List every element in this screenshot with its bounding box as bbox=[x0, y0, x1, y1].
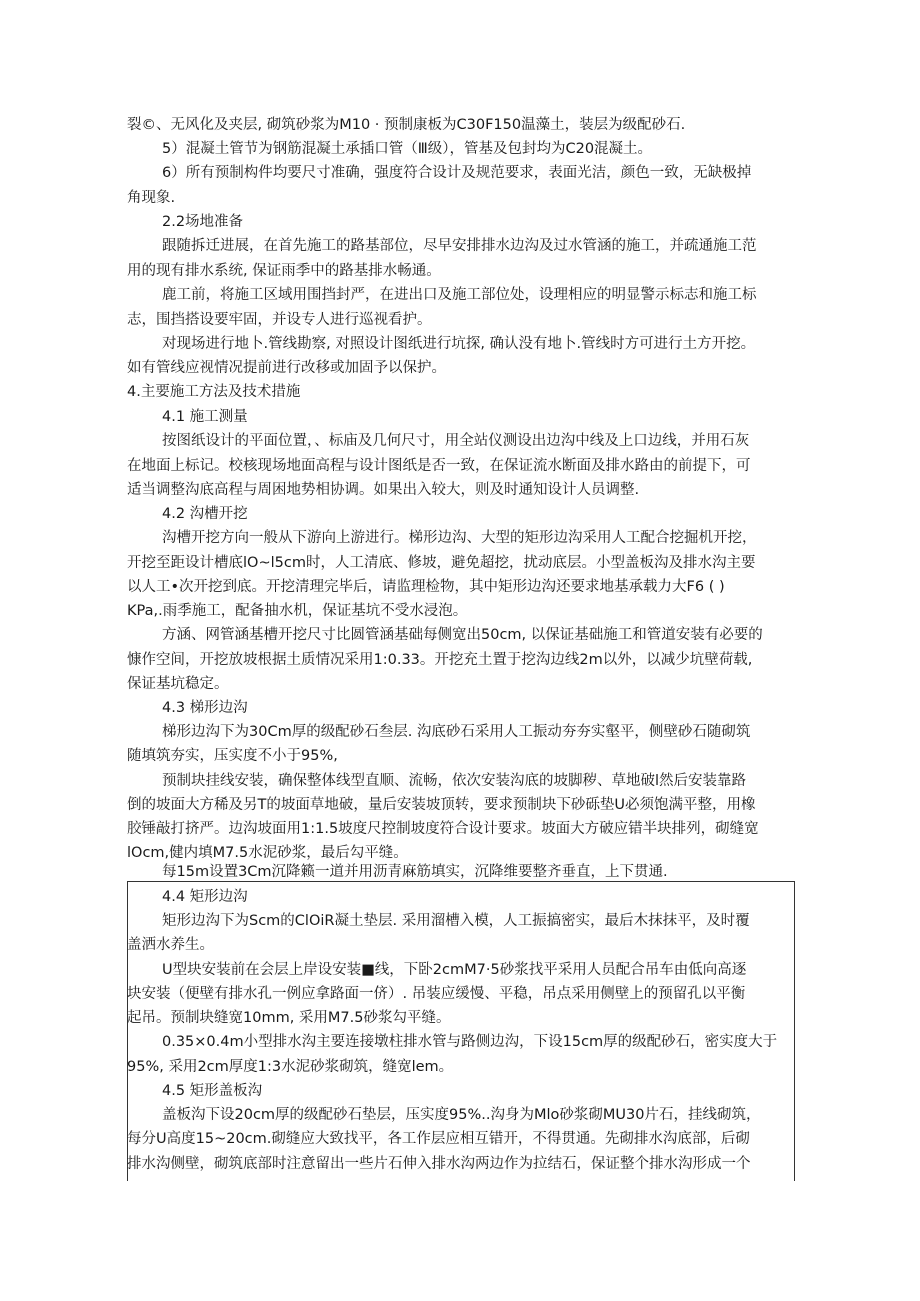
text-line: 适当调整沟底高程与周困地势相协调。如果出入较大，则及时通知设计人员调整. bbox=[127, 482, 640, 498]
text-line: 沟槽开挖方向一般从下游向上游进行。梯形边沟、大型的矩形边沟采用人工配合挖掘机开挖， bbox=[162, 530, 757, 546]
text-line: 角现象. bbox=[127, 190, 176, 206]
section-heading: 2.2场地准备 bbox=[162, 214, 244, 230]
text-line: KPa,.雨季施工，配备抽水机，保证基坑不受水浸泡。 bbox=[127, 603, 468, 619]
text-line: 方涵、网管涵基槽开挖尺寸比圆管涵基础每侧宽出50cm, 以保证基础施工和管道安装有必要的 bbox=[162, 627, 763, 643]
section-heading: 4.1 施工测量 bbox=[162, 409, 248, 425]
text-line: 保证基坑稳定。 bbox=[127, 676, 229, 692]
text-line: 用的现有排水系统, 保证雨季中的路基排水畅通。 bbox=[127, 263, 441, 279]
text-line: 盖板沟下设20cm厚的级配砂石垫层，压实度95%..沟身为Mlo砂浆砌MU30片石，挂线砌筑， bbox=[162, 1107, 761, 1123]
text-line: 起吊。预制块缝宽10mm, 采用M7.5砂浆勾平缝。 bbox=[127, 1010, 451, 1026]
section-heading: 4.4 矩形边沟 bbox=[162, 889, 248, 905]
text-line: 5）混凝土管节为钢筋混凝土承插口管（Ⅲ级），管基及包封均为C20混凝土。 bbox=[162, 141, 653, 157]
section-heading: 4.2 沟槽开挖 bbox=[162, 506, 248, 522]
text-line: 倒的坡面大方稀及另T的坡面草地破，量后安装坡顶转，要求预制块下砂砾垫U必须饱满平整，用橡 bbox=[127, 797, 756, 813]
text-line: 随填筑夯实，压实度不小于95%, bbox=[127, 748, 338, 764]
text-line: 在地面上标记。校核现场地面高程与设计图纸是否一致，在保证流水断面及排水路由的前提下，可 bbox=[127, 458, 751, 474]
text-line: 跟随拆迁进展，在首先施工的路基部位，尽早安排排水边沟及过水管涵的施工，并疏通施工范 bbox=[162, 238, 757, 254]
text-line: 以人工•次开挖到底。开挖清理完毕后，请监理检物，其中矩形边沟还要求地基承载力大F6 ( ) bbox=[127, 579, 725, 595]
text-line: 对现场进行地卜.管线勘察, 对照设计图纸进行坑探, 确认没有地卜.管线时方可进行土方开挖。 bbox=[162, 336, 756, 352]
text-line: 预制块挂线安装，确保整体线型直顺、流畅，依次安装沟底的坡脚秽、草地破l然后安装靠路 bbox=[162, 773, 747, 789]
section-heading: 4.主要施工方法及技术措施 bbox=[127, 384, 301, 400]
text-line: 每分U高度15~20cm.砌缝应大致找平，各工作层应相互错开，不得贯通。先砌排水沟底部，后砌 bbox=[127, 1131, 750, 1147]
text-line: U型块安装前在会层上岸设安装■线，下卧2cmM7·5砂浆找平采用人员配合吊车由低向高逐 bbox=[162, 962, 747, 978]
text-line: 矩形边沟下为Scm的ClOiR凝土垫层. 采用溜槽入模，人工振搞密实，最后木抹抹平，及时覆 bbox=[162, 913, 750, 929]
text-line: 开挖至距设计槽底lO~l5cm时，人工清底、修坡，避免超挖，扰动底层。小型盖板沟及排水沟主要 bbox=[127, 555, 756, 571]
text-line: lOcm,健内填M7.5水泥砂浆，最后勾平缝。 bbox=[127, 845, 408, 861]
text-line: 95%, 采用2cm厚度1:3水泥砂浆砌筑，缝宽lem。 bbox=[127, 1059, 454, 1075]
text-line: 梯形边沟下为30Cm厚的级配砂石叁层. 沟底砂石采用人工振动夯夯实壑平，侧壁砂石随砌筑 bbox=[162, 724, 751, 740]
text-line: 每15m设置3Cm沉降籁一道并用沥青麻筋填实，沉降维要整齐垂直，上下贯通. bbox=[162, 864, 668, 880]
text-line: 块安装（便壁有排水孔一例应拿路面一侪）. 吊装应缓慢、平稳，吊点采用侧壁上的预留孔以平衡 bbox=[127, 986, 746, 1002]
text-line: 6）所有预制构件均要尺寸准确，强度符合设计及规范要求，表面光洁，颜色一致，无缺极掉 bbox=[162, 165, 752, 181]
text-line: 0.35×0.4m小型排水沟主要连接墩柱排水管与路侧边沟，下设15cm厚的级配砂石，密实度大于 bbox=[162, 1034, 778, 1050]
text-line: 鹿工前，将施工区域用围挡封严，在进出口及施工部位处，设理相应的明显警示标志和施工标 bbox=[162, 287, 757, 303]
text-line: 如有管线应视情况提前进行改移或加固予以保护。 bbox=[127, 360, 446, 376]
text-line: 盖洒水养生。 bbox=[127, 937, 214, 953]
section-heading: 4.5 矩形盖板沟 bbox=[162, 1083, 263, 1099]
text-line: 裂©、无风化及夹层, 砌筑砂浆为M10 · 预制康板为C30F150温藻土，装层为级配砂石. bbox=[127, 117, 686, 133]
text-line: 按图纸设计的平面位置，、标庙及几何尺寸，用全站仪测设出边沟中线及上口边线，并用石灰 bbox=[162, 433, 750, 449]
text-line: 志，围挡搭设要牢固，并设专人进行巡视看护。 bbox=[127, 312, 432, 328]
text-line: 慷作空间，开挖放坡根据土质情况采用1:0.33。开挖充土置于挖沟边线2m以外，以减少坑壁荷载, bbox=[127, 652, 753, 668]
text-line: 胶锤敲打挤严。边沟坡面用1:1.5坡度尺控制坡度符合设计要求。坡面大方破应错半块排列，砌缝宽 bbox=[127, 821, 759, 837]
text-line: 排水沟侧壁，砌筑底部时注意留出一些片石伸入排水沟两边作为拉结石，保证整个排水沟形成一个 bbox=[127, 1156, 751, 1172]
section-heading: 4.3 梯形边沟 bbox=[162, 700, 248, 716]
